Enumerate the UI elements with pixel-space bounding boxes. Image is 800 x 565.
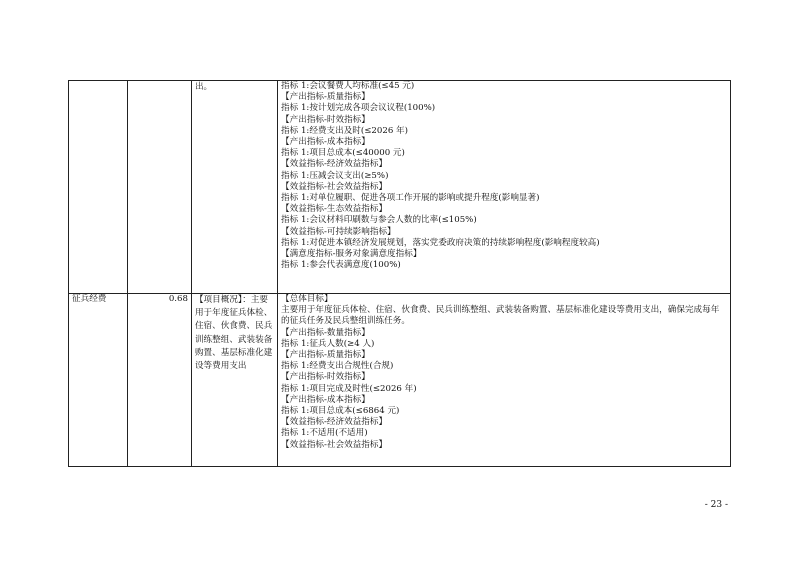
amount-cell: 0.68 bbox=[128, 294, 192, 467]
indicator-line: 指标 1:对促进本镇经济发展规划，落实党委政府决策的持续影响程度(影响程度较高) bbox=[281, 237, 600, 248]
page-number: - 23 - bbox=[704, 500, 728, 510]
indicator-line: 【产出指标-成本指标】 bbox=[281, 137, 370, 148]
indicator-line: 指标 1:项目完成及时性(≤2026 年) bbox=[281, 383, 417, 394]
indicator-cell bbox=[278, 81, 731, 294]
amount-cell bbox=[128, 81, 192, 294]
indicator-line: 指标 1:项目总成本(≤40000 元) bbox=[281, 148, 405, 159]
indicator-line: 【产出指标-质量指标】 bbox=[281, 92, 370, 103]
budget-table bbox=[68, 80, 731, 467]
indicator-line: 【总体目标】 bbox=[281, 294, 333, 304]
project-name-cell: 征兵经费 bbox=[69, 294, 128, 467]
indicator-line: 【效益指标-经济效益指标】 bbox=[281, 417, 388, 428]
indicator-line: 指标 1:经费支出合规性(合规) bbox=[281, 361, 394, 372]
indicator-line: 【效益指标-社会效益指标】 bbox=[281, 181, 388, 192]
indicator-line: 【效益指标-生态效益指标】 bbox=[281, 204, 388, 215]
indicator-line: 指标 1:不适用(不适用) bbox=[281, 428, 368, 439]
indicator-line: 【产出指标-成本指标】 bbox=[281, 394, 370, 405]
table-row bbox=[69, 81, 731, 294]
indicator-line: 指标 1:按计划完成各项会议议程(100%) bbox=[281, 103, 436, 114]
indicator-line: 指标 1:参会代表满意度(100%) bbox=[281, 260, 401, 271]
indicator-line: 【满意度指标-服务对象满意度指标】 bbox=[281, 249, 422, 260]
summary-text: 出。 bbox=[194, 82, 213, 92]
indicator-cell bbox=[278, 294, 731, 467]
indicator-line: 【产出指标-数量指标】 bbox=[281, 327, 370, 338]
indicator-line: 指标 1:征兵人数(≥4 人) bbox=[281, 338, 375, 349]
indicator-line: 【效益指标-经济效益指标】 bbox=[281, 159, 388, 170]
indicator-line: 指标 1:经费支出及时(≤2026 年) bbox=[281, 125, 408, 136]
project-name-cell bbox=[69, 81, 128, 294]
indicator-line: 【产出指标-时效指标】 bbox=[281, 372, 370, 383]
summary-cell bbox=[191, 294, 277, 467]
indicator-line: 指标 1:对单位履职、促进各项工作开展的影响或提升程度(影响显著) bbox=[281, 193, 540, 204]
summary-cell bbox=[191, 81, 277, 294]
table-row bbox=[69, 294, 731, 467]
indicator-line: 指标 1:会议餐费人均标准(≤45 元) bbox=[281, 81, 415, 91]
summary-text: 【项目概况】：主要用于年度征兵体检、住宿、伙食费、民兵训练整组、武装装备购置、基层标准化建设等费用支出 bbox=[194, 295, 273, 372]
indicator-line: 【效益指标-可持续影响指标】 bbox=[281, 226, 396, 237]
indicator-paragraph: 主要用于年度征兵体检、住宿、伙食费、民兵训练整组、武装装备购置、基层标准化建设等费用支出，确保完成每年的征兵任务及民兵整组训练任务。 bbox=[281, 305, 720, 327]
indicator-line: 【效益指标-社会效益指标】 bbox=[281, 439, 388, 450]
indicator-line: 指标 1:压减会议支出(≥5%) bbox=[281, 170, 389, 181]
indicator-line: 【产出指标-质量指标】 bbox=[281, 350, 370, 361]
indicator-line: 指标 1:会议材料印刷数与参会人数的比率(≤105%) bbox=[281, 215, 477, 226]
indicator-line: 【产出指标-时效指标】 bbox=[281, 114, 370, 125]
indicator-line: 指标 1:项目总成本(≤6864 元) bbox=[281, 406, 400, 417]
